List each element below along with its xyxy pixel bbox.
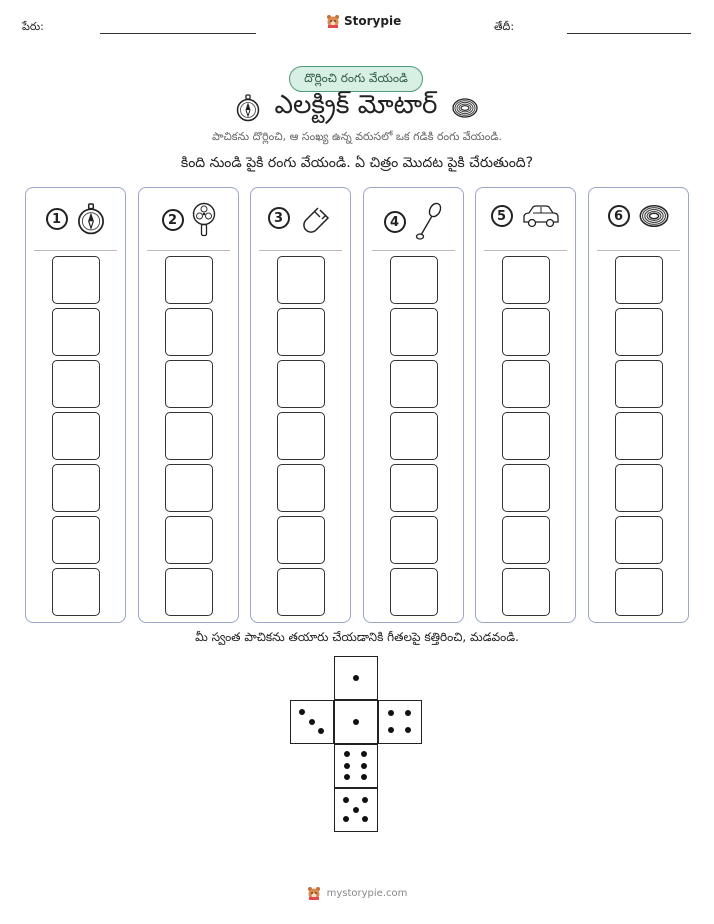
color-box[interactable] — [502, 516, 550, 564]
color-box[interactable] — [615, 516, 663, 564]
brand-name: Storypie — [344, 14, 402, 28]
die-pip — [362, 797, 368, 803]
column-number: 1 — [46, 208, 68, 230]
color-box[interactable] — [165, 412, 213, 460]
column-number: 2 — [162, 209, 184, 231]
color-box[interactable] — [52, 256, 100, 304]
die-pip — [361, 751, 367, 757]
color-box[interactable] — [390, 568, 438, 616]
die-pip — [344, 751, 350, 757]
instruction-text: కింది నుండి పైకి రంగు వేయండి. ఏ చిత్రం మొదట పైకి చేరుతుంది? — [180, 155, 534, 171]
footer-url: mystorypie.com — [326, 887, 408, 899]
activity-badge: దొర్లించి రంగు వేయండి — [289, 66, 423, 92]
column-divider — [597, 250, 680, 251]
color-box[interactable] — [52, 516, 100, 564]
die-net — [290, 656, 424, 834]
die-face — [290, 700, 334, 744]
die-pip — [309, 719, 315, 725]
color-box[interactable] — [277, 568, 325, 616]
color-box[interactable] — [502, 464, 550, 512]
subtitle: పాచికను దొర్లించి, ఆ సంఖ్య ఉన్న వరుసలో ఒక గడికి రంగు వేయండి. — [212, 130, 502, 143]
column-6 — [588, 187, 689, 623]
color-box[interactable] — [390, 360, 438, 408]
column-1 — [25, 187, 126, 623]
color-box[interactable] — [277, 464, 325, 512]
column-number: 4 — [384, 211, 406, 233]
color-box[interactable] — [390, 308, 438, 356]
color-box[interactable] — [277, 256, 325, 304]
footer — [0, 886, 714, 900]
color-box[interactable] — [165, 360, 213, 408]
die-pip — [405, 710, 411, 716]
name-label: పేరు: — [22, 20, 44, 33]
car-icon — [521, 202, 561, 230]
die-pip — [318, 728, 324, 734]
compass-icon — [76, 202, 106, 236]
column-header — [476, 202, 575, 230]
fan-icon — [192, 202, 216, 238]
color-box[interactable] — [165, 308, 213, 356]
compass-icon — [235, 94, 261, 122]
color-box[interactable] — [165, 516, 213, 564]
die-pip — [353, 675, 359, 681]
die-pip — [343, 816, 349, 822]
bear-logo-icon — [326, 14, 340, 28]
page-title — [0, 90, 714, 126]
color-box[interactable] — [390, 256, 438, 304]
name-line — [100, 33, 256, 34]
die-face — [334, 700, 378, 744]
color-box[interactable] — [277, 360, 325, 408]
date-label: తేదీ: — [494, 20, 515, 33]
color-box[interactable] — [390, 412, 438, 460]
die-pip — [388, 727, 394, 733]
column-number: 5 — [491, 205, 513, 227]
title-text: ఎలక్ట్రిక్ మోటార్ — [274, 90, 438, 120]
die-pip — [344, 763, 350, 769]
column-header — [139, 202, 238, 238]
color-box[interactable] — [615, 568, 663, 616]
column-number: 3 — [268, 207, 290, 229]
die-face — [334, 788, 378, 832]
color-box[interactable] — [502, 568, 550, 616]
die-pip — [361, 774, 367, 780]
brand-logo — [326, 14, 401, 28]
color-box[interactable] — [390, 464, 438, 512]
column-2 — [138, 187, 239, 623]
color-box[interactable] — [165, 568, 213, 616]
die-pip — [405, 727, 411, 733]
column-divider — [372, 250, 455, 251]
date-line — [567, 33, 691, 34]
bear-logo-icon — [307, 886, 321, 900]
die-face — [378, 700, 422, 744]
color-box[interactable] — [502, 308, 550, 356]
die-pip — [361, 763, 367, 769]
color-box[interactable] — [52, 360, 100, 408]
column-4 — [363, 187, 464, 623]
column-header — [26, 202, 125, 236]
die-pip — [353, 807, 359, 813]
column-3 — [250, 187, 351, 623]
color-box[interactable] — [615, 464, 663, 512]
column-divider — [259, 250, 342, 251]
die-pip — [353, 719, 359, 725]
color-box[interactable] — [277, 516, 325, 564]
color-box[interactable] — [502, 412, 550, 460]
column-header — [364, 202, 463, 242]
color-box[interactable] — [277, 412, 325, 460]
column-5 — [475, 187, 576, 623]
column-number: 6 — [608, 205, 630, 227]
color-box[interactable] — [390, 516, 438, 564]
color-box[interactable] — [52, 464, 100, 512]
color-box[interactable] — [277, 308, 325, 356]
cut-instruction: మీ స్వంత పాచికను తయారు చేయడానికి గీతలపై కత్తిరించి, మడవండి. — [195, 630, 519, 644]
color-box[interactable] — [52, 308, 100, 356]
color-box[interactable] — [502, 360, 550, 408]
coil-icon — [451, 96, 479, 120]
die-pip — [362, 816, 368, 822]
color-box[interactable] — [52, 412, 100, 460]
color-box[interactable] — [165, 464, 213, 512]
column-divider — [147, 250, 230, 251]
die-pip — [299, 709, 305, 715]
coil-icon — [638, 202, 670, 230]
color-box[interactable] — [502, 256, 550, 304]
die-pip — [344, 774, 350, 780]
color-box[interactable] — [615, 256, 663, 304]
die-pip — [343, 797, 349, 803]
color-box[interactable] — [165, 256, 213, 304]
column-divider — [34, 250, 117, 251]
color-box[interactable] — [615, 412, 663, 460]
column-divider — [484, 250, 567, 251]
color-box[interactable] — [615, 308, 663, 356]
color-box[interactable] — [615, 360, 663, 408]
magnet-icon — [298, 202, 334, 234]
die-face — [334, 744, 378, 788]
spoon-icon — [414, 202, 444, 242]
color-box[interactable] — [52, 568, 100, 616]
column-header — [251, 202, 350, 234]
column-header — [589, 202, 688, 230]
die-face — [334, 656, 378, 700]
die-pip — [388, 710, 394, 716]
